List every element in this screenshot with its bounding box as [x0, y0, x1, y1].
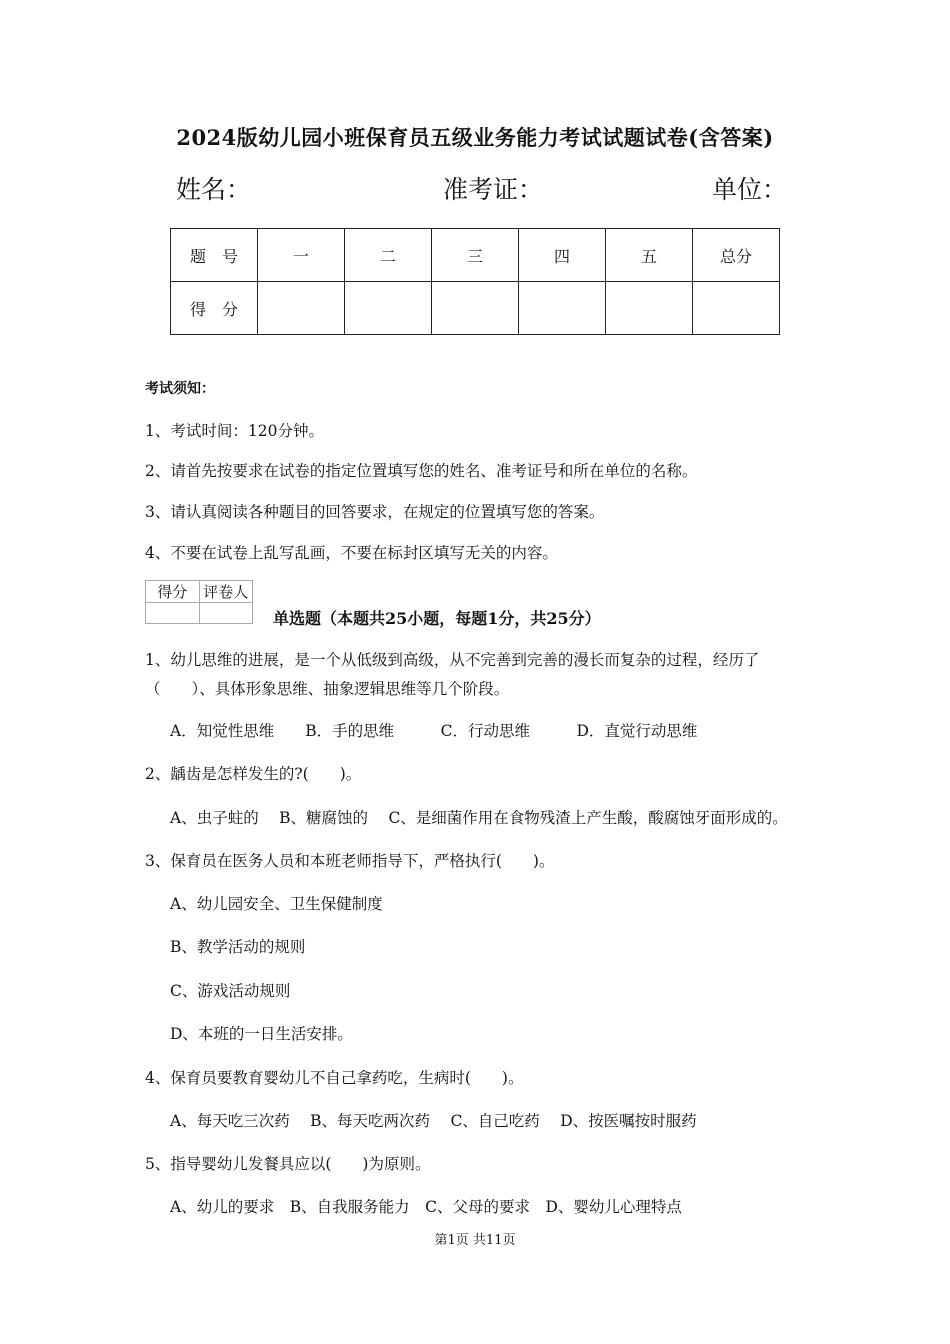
score-table-header: 一 [258, 229, 345, 282]
name-label: 姓名： [176, 175, 252, 204]
section-title: 单选题（本题共25小题，每题1分，共25分） [273, 609, 601, 628]
notice-title: 考试须知： [145, 381, 215, 397]
question-option: D、本班的一日生活安排。 [170, 1025, 353, 1043]
unit-label: 单位： [712, 175, 788, 204]
question-option: B、教学活动的规则 [170, 938, 306, 956]
grader-box [145, 580, 253, 624]
notice-item: 1、考试时间：120分钟。 [145, 422, 324, 440]
question-options: A、虫子蛀的 B、糖腐蚀的 C、是细菌作用在食物残渣上产生酸，酸腐蚀牙面形成的。 [170, 809, 788, 827]
notice-item: 2、请首先按要求在试卷的指定位置填写您的姓名、准考证号和所在单位的名称。 [145, 462, 698, 480]
score-cell[interactable] [519, 282, 606, 335]
score-table-header: 三 [432, 229, 519, 282]
question-options: A、每天吃三次药 B、每天吃两次药 C、自己吃药 D、按医嘱按时服药 [170, 1112, 697, 1130]
score-table-header: 五 [606, 229, 693, 282]
notice-item: 4、不要在试卷上乱写乱画，不要在标封区填写无关的内容。 [145, 544, 558, 562]
score-table-header: 总分 [693, 229, 780, 282]
question-stem: 2、龋齿是怎样发生的?( )。 [145, 765, 362, 783]
ticket-number-label: 准考证： [443, 175, 544, 204]
question-stem: （ ）、具体形象思维、抽象逻辑思维等几个阶段。 [145, 680, 510, 698]
question-options: A、幼儿的要求 B、自我服务能力 C、父母的要求 D、婴幼儿心理特点 [170, 1198, 682, 1216]
grader-score-cell[interactable] [146, 603, 200, 624]
score-cell[interactable] [345, 282, 432, 335]
score-table-header-row [171, 229, 780, 282]
question-stem: 1、幼儿思维的进展，是一个从低级到高级，从不完善到完善的漫长而复杂的过程，经历了 [145, 651, 760, 669]
page-footer: 第1页 共11页 [434, 1233, 516, 1248]
score-table-header: 四 [519, 229, 606, 282]
question-stem: 5、指导婴幼儿发餐具应以( )为原则。 [145, 1155, 431, 1173]
question-stem: 4、保育员要教育婴幼儿不自己拿药吃，生病时( )。 [145, 1069, 524, 1087]
question-option: A、幼儿园安全、卫生保健制度 [170, 895, 383, 913]
score-cell[interactable] [693, 282, 780, 335]
grader-name-cell[interactable] [199, 603, 253, 624]
question-options: A．知觉性思维 B．手的思维 C．行动思维 D．直觉行动思维 [170, 722, 698, 740]
score-table-header: 二 [345, 229, 432, 282]
question-stem: 3、保育员在医务人员和本班老师指导下，严格执行( )。 [145, 852, 555, 870]
notice-item: 3、请认真阅读各种题目的回答要求，在规定的位置填写您的答案。 [145, 503, 605, 521]
score-row-label: 得 分 [171, 282, 258, 335]
document-title: 2024版幼儿园小班保育员五级业务能力考试试题试卷(含答案) [176, 125, 774, 150]
grader-score-label: 得分 [146, 581, 200, 603]
score-table-score-row [171, 282, 780, 335]
question-option: C、游戏活动规则 [170, 982, 291, 1000]
score-table-header: 题 号 [171, 229, 258, 282]
grader-name-label: 评卷人 [199, 581, 253, 603]
score-table [170, 228, 780, 335]
score-cell[interactable] [258, 282, 345, 335]
score-cell[interactable] [606, 282, 693, 335]
score-cell[interactable] [432, 282, 519, 335]
